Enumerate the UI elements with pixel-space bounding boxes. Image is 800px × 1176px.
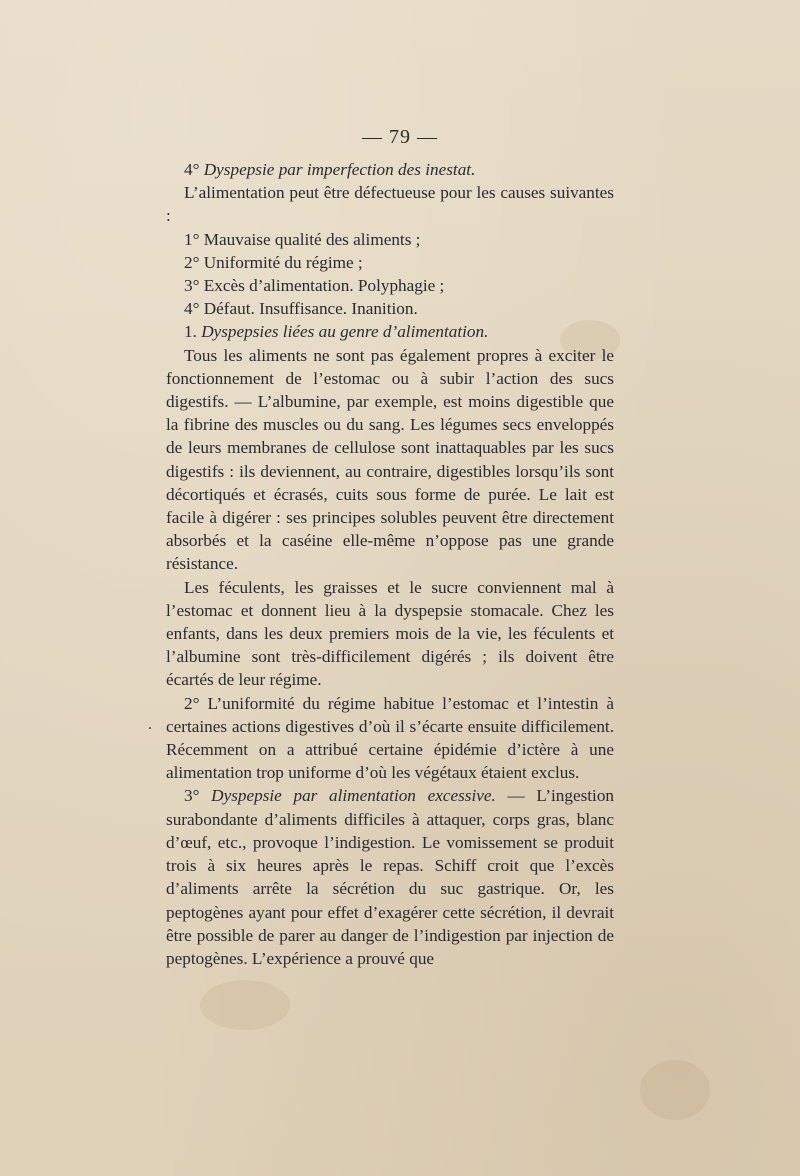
paragraph-excessive-text: — L’ingestion surabondante d’aliments difficiles à attaquer, corps gras, blanc d’œuf, etc., provoque l’indigestion. Le vomissement se produit trois à six heures après le repas. Schiff croit que l’excès d’aliments arrête la sécrétion du suc gastrique. Or, les peptogènes ayant pour effet d’exagérer cette sécrétion, il devrait être possible de parer au danger de l’indigestion par injection de peptogènes. L’expérience a prouvé que — [166, 786, 615, 968]
paragraph-excessive — [166, 784, 614, 970]
paragraph-uniformite — [166, 692, 614, 785]
paragraph-aliments: Tous les aliments ne sont pas également propres à exciter le fonctionnement de l’estomac ou à subir l’action des sucs digestifs. — L’albumine, par exemple, est moins digestible que la fibrine des muscles ou du sang. Les légumes secs enveloppés de leurs membranes de cellulose sont inattaquables par les sucs digestifs : ils deviennent, au contraire, digestibles lorsqu’ils sont décortiqués et écrasés, cuits sous forme de purée. Le lait est facile à digérer : ses principes solubles peuvent être directement absorbés et la caséine elle-même n’oppose pas une grande résistance. — [166, 345, 614, 574]
section-heading-title: Dyspepsie par imperfection des inestat. — [203, 160, 476, 179]
subsection-number-3: 3° — [184, 786, 212, 806]
paragraph-feculents: Les féculents, les graisses et le sucre conviennent mal à l’estomac et donnent lieu à la dyspepsie stomacale. Chez les enfants, dans les deux premiers mois de la vie, les féculents et l’albumine sont très-difficilement digérés ; ils doivent être écartés de leur régime. — [166, 577, 614, 690]
subsection-title-3: Dyspepsie par alimentation excessive. — [211, 786, 496, 806]
section-heading-number: 4° — [184, 160, 204, 179]
body-text — [166, 158, 614, 970]
paragraph-intro: L’alimentation peut être défectueuse pour les causes suivantes : — [166, 183, 614, 226]
paragraph-uniformite-text: L’uniformité du régime habitue l’estomac et l’intestin à certaines actions digestives d’où il s’écarte ensuite difficilement. Récemment on a attribué certaine épidémie d’ictère à une alimentation trop uniforme d’où les végétaux étaient exclus. — [166, 693, 615, 783]
cause-item-4: 4° Défaut. Insuffisance. Inanition. — [184, 299, 418, 319]
subsection-number-2: 2° — [184, 693, 208, 713]
margin-mark: . — [148, 716, 152, 733]
paper-stain — [200, 980, 290, 1030]
section-heading — [166, 158, 614, 181]
paper-stain — [640, 1060, 710, 1120]
subsection-title-1: Dyspepsies liées au genre d’alimentation. — [201, 322, 489, 342]
page-number: — 79 — — [362, 126, 438, 148]
cause-item-1: 1° Mauvaise qualité des aliments ; — [184, 229, 421, 249]
subsection-heading-1 — [166, 320, 614, 343]
subsection-number-1: 1. — [184, 322, 202, 342]
cause-item-3: 3° Excès d’alimentation. Polyphagie ; — [184, 276, 445, 296]
cause-item-2: 2° Uniformité du régime ; — [184, 252, 363, 272]
